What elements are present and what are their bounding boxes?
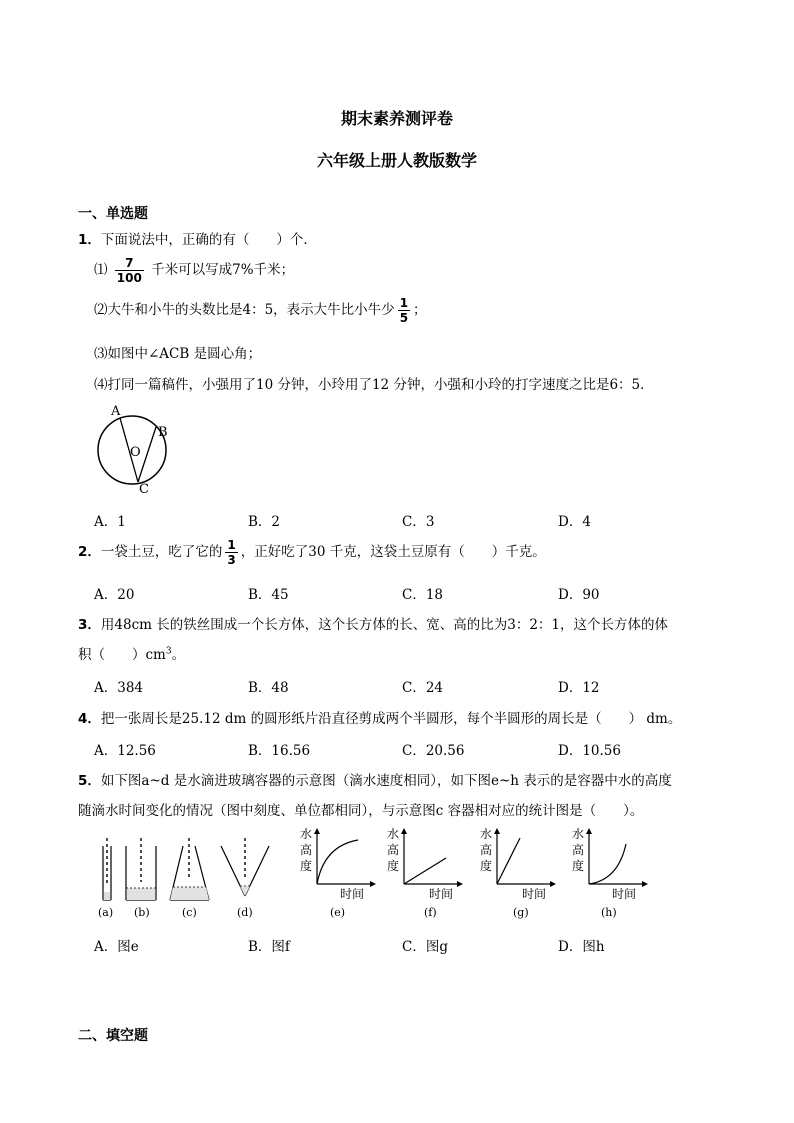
container-d	[221, 838, 269, 896]
graph-h	[572, 826, 648, 919]
y-label-char: 度	[572, 859, 585, 873]
q5-option-a: A．图e	[94, 939, 139, 955]
fraction: $\frac{1}{3}$	[227, 538, 236, 567]
q3-option-c: C．24	[402, 680, 444, 696]
q4-option-d: D．10.56	[558, 743, 621, 759]
x-label: 时间	[612, 887, 637, 901]
y-label-char: 高	[300, 843, 313, 857]
question-2	[78, 538, 546, 567]
y-label-char: 度	[300, 859, 313, 873]
question-5	[78, 769, 672, 789]
caption-b: (b)	[134, 906, 150, 919]
statement-3: ⑶如图中∠ACB 是圆心角；	[94, 346, 262, 362]
q3-option-d: D．12	[558, 680, 600, 696]
page-title: 期末素养测评卷	[340, 109, 453, 128]
y-label-char: 水	[572, 827, 585, 841]
q5-option-c: C．图g	[402, 939, 448, 955]
graph-f	[387, 826, 463, 919]
label-o: O	[130, 445, 141, 460]
statement-4: ⑷打同一篇稿件，小强用了10 分钟，小玲用了12 分钟，小强和小玲的打字速度之比是6：5．	[94, 377, 654, 393]
label-b: B	[158, 425, 168, 440]
statement-marker: ⑴	[94, 262, 108, 278]
section-heading-single-choice: 一、单选题	[78, 206, 148, 222]
question-number: 4．	[78, 711, 101, 727]
containers-graphs-figure	[90, 824, 660, 924]
q4-option-a: A．12.56	[94, 743, 156, 759]
caption-e: (e)	[330, 906, 346, 919]
x-label: 时间	[429, 887, 454, 901]
question-text: 一袋土豆，吃了它的	[100, 544, 223, 560]
statement-2	[94, 296, 427, 325]
fraction: $\frac{7}{100}$	[116, 256, 142, 285]
container-b	[126, 838, 156, 900]
page-subtitle: 六年级上册人教版数学	[316, 151, 477, 170]
caption-c: (c)	[182, 906, 197, 919]
q5-option-d: D．图h	[558, 939, 605, 955]
question-text-end: 。	[171, 647, 186, 663]
q4-option-c: C．20.56	[402, 743, 465, 759]
y-label-char: 高	[572, 843, 585, 857]
q5-option-b: B．图f	[248, 939, 290, 955]
container-a	[103, 838, 111, 900]
graph-e	[300, 826, 376, 919]
question-4	[78, 707, 681, 727]
caption-h: (h)	[601, 906, 617, 919]
y-label-char: 度	[387, 859, 400, 873]
question-number: 3．	[78, 617, 101, 633]
statement-text: ⑵大牛和小牛的头数比是4：5，表示大牛比小牛少	[94, 302, 395, 318]
q2-option-a: A．20	[94, 587, 135, 603]
section-heading-fill-in: 二、填空题	[78, 1028, 148, 1044]
q2-option-d: D．90	[558, 587, 600, 603]
statement-text-end: ；	[413, 302, 427, 318]
y-label-char: 高	[387, 843, 400, 857]
y-label-char: 度	[480, 859, 493, 873]
q3-option-b: B．48	[248, 680, 289, 696]
question-text: 如下图a~d 是水滴进玻璃容器的示意图（滴水速度相同），如下图e~h 表示的是容器中水的高度	[100, 773, 672, 789]
chord-bc	[138, 427, 156, 482]
y-label-char: 水	[300, 827, 313, 841]
caption-f: (f)	[424, 906, 437, 919]
statement-text: 千米可以写成7%千米；	[151, 262, 295, 278]
q1-option-a: A．1	[94, 514, 126, 530]
label-a: A	[111, 404, 121, 419]
y-label-char: 水	[480, 827, 493, 841]
superscript: 3	[165, 646, 172, 657]
y-label-char: 高	[480, 843, 493, 857]
caption-g: (g)	[513, 906, 529, 919]
question-1	[78, 228, 317, 248]
graph-g	[480, 826, 556, 919]
y-label-char: 水	[387, 827, 400, 841]
q1-option-b: B．2	[248, 514, 281, 530]
caption-a: (a)	[98, 906, 114, 919]
question-number: 5．	[78, 773, 101, 789]
question-text-end: ，正好吃了30 千克，这袋土豆原有（ ）千克。	[240, 544, 546, 560]
fraction: $\frac{1}{5}$	[399, 296, 409, 325]
q2-option-c: C．18	[402, 587, 444, 603]
statement-1	[94, 256, 294, 285]
q4-option-b: B．16.56	[248, 743, 311, 759]
x-label: 时间	[522, 887, 547, 901]
q1-option-c: C．3	[402, 514, 435, 530]
question-3-line-2	[78, 643, 185, 663]
question-text: 下面说法中，正确的有（ ）个．	[100, 232, 317, 248]
question-text: 把一张周长是25.12 dm 的圆形纸片沿直径剪成两个半圆形，每个半圆形的周长是（ ） dm。	[100, 711, 682, 727]
caption-d: (d)	[237, 906, 253, 919]
container-c	[170, 838, 209, 900]
q3-option-a: A．384	[94, 680, 144, 696]
question-number: 2．	[78, 544, 101, 560]
question-text: 用48cm 长的铁丝围成一个长方体，这个长方体的长、宽、高的比为3：2：1，这个长方体的体	[100, 617, 669, 633]
question-3	[78, 613, 668, 633]
circle-figure	[88, 400, 178, 500]
x-label: 时间	[340, 887, 365, 901]
question-text: 积（ ）cm	[78, 647, 166, 663]
question-5-line-2: 随滴水时间变化的情况（图中刻度、单位都相同），与示意图c 容器相对应的统计图是（ ）。	[78, 803, 644, 819]
q1-option-d: D．4	[558, 514, 591, 530]
label-c: C	[139, 482, 149, 497]
q2-option-b: B．45	[248, 587, 289, 603]
question-number: 1．	[78, 232, 101, 248]
